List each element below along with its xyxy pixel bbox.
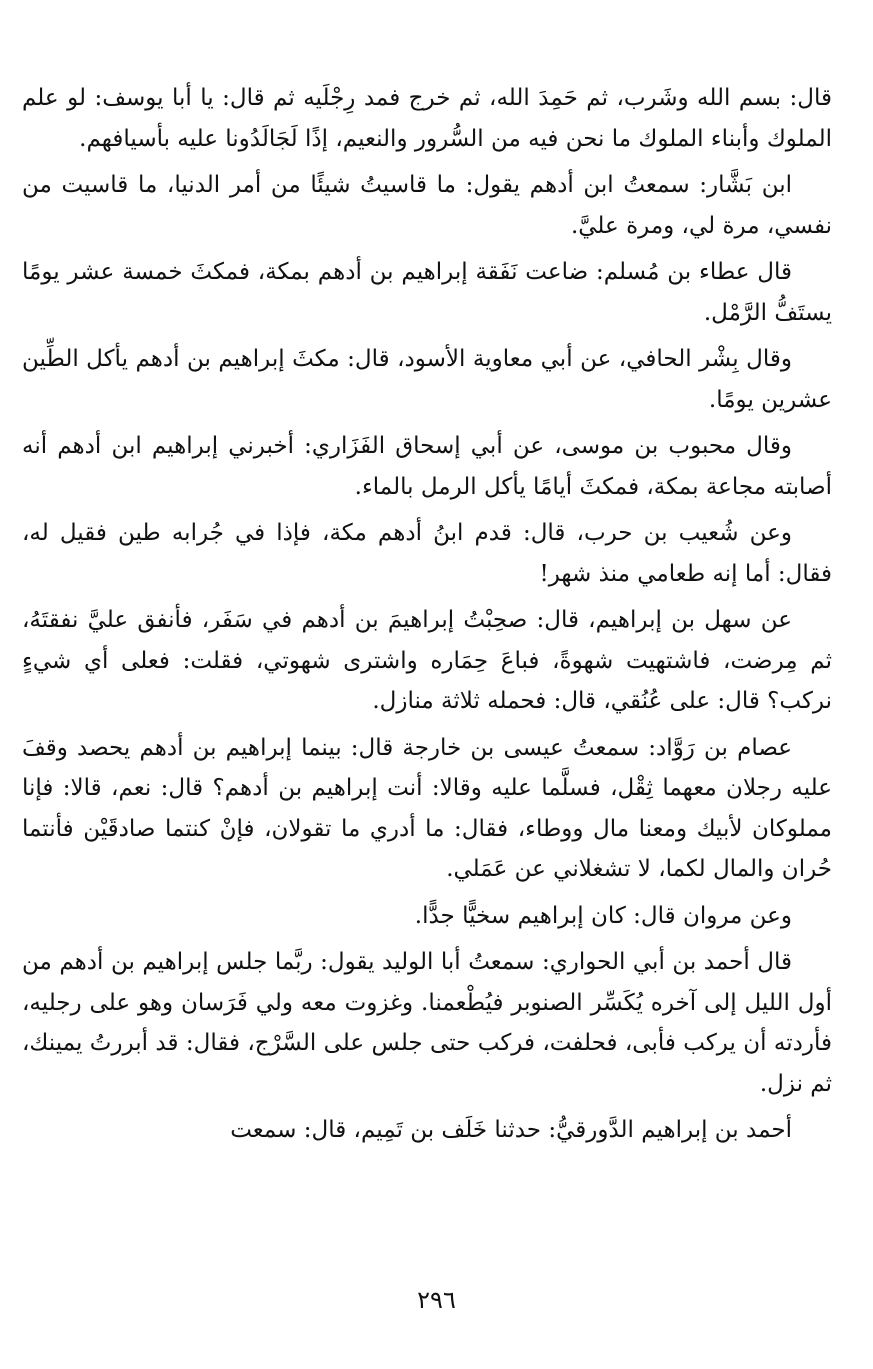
page-body bbox=[22, 78, 832, 1157]
paragraph-7: عن سهل بن إبراهيم، قال: صحِبْتُ إبراهيمَ بن أدهم في سَفَر، فأنفق عليَّ نفقتَهُ، ثم مِرضت، فاشتهيت شهوةً، فباعَ حِمَاره واشترى شهوتي، فقلت: فعلى أي شيءٍ نركب؟ قال: على عُنُقي، قال: فحمله ثلاثة منازل. bbox=[22, 607, 832, 714]
paragraph-8: عصام بن رَوَّاد: سمعتُ عيسى بن خارجة قال: بينما إبراهيم بن أدهم يحصد وقفَ عليه رجلان معهما ثِقْل، فسلَّما عليه وقالا: أنت إبراهيم بن أدهم؟ قال: نعم، قالا: فإنا مملوكان لأبيك ومعنا مال ووطاء، فقال: ما أدري ما تقولان، فإنْ كنتما صادقَيْن فأنتما حُران والمال لكما، لا تشغلاني عن عَمَلي. bbox=[22, 734, 832, 882]
paragraph-5: وقال محبوب بن موسى، عن أبي إسحاق الفَزَاري: أخبرني إبراهيم ابن أدهم أنه أصابته مجاعة بمكة، فمكثَ أيامًا يأكل الرمل بالماء. bbox=[22, 433, 832, 500]
paragraph-9: وعن مروان قال: كان إبراهيم سخيًّا جدًّا. bbox=[414, 902, 792, 929]
paragraph-3: قال عطاء بن مُسلم: ضاعت نَفَقة إبراهيم بن أدهم بمكة، فمكثَ خمسة عشر يومًا يستَفُّ الرَّمْل. bbox=[22, 259, 832, 326]
paragraph-10: قال أحمد بن أبي الحواري: سمعتُ أبا الوليد يقول: ربَّما جلس إبراهيم بن أدهم من أول الليل إلى آخره يُكَسِّر الصنوبر فيُطْعمنا. وغزوت معه ولي فَرَسان وهو على رجليه، فأردته أن يركب فأبى، فحلفت، فركب حتى جلس على السَّرْج، فقال: قد أبررتُ يمينك، ثم نزل. bbox=[22, 949, 832, 1097]
paragraph-11: أحمد بن إبراهيم الدَّورقيُّ: حدثنا خَلَف بن تَمِيم، قال: سمعت bbox=[230, 1117, 792, 1143]
paragraph-2: ابن بَشَّار: سمعتُ ابن أدهم يقول: ما قاسيتُ شيئًا من أمر الدنيا، ما قاسيت من نفسي، مرة لي، ومرة عليَّ. bbox=[22, 172, 832, 239]
page-number: ٢٩٦ bbox=[417, 1286, 456, 1314]
paragraph-6: وعن شُعيب بن حرب، قال: قدم ابنُ أدهم مكة، فإذا في جُرابه طين فقيل له، فقال: أما إنه طعامي منذ شهر! bbox=[22, 520, 832, 587]
paragraph-1: قال: بسم الله وشَرب، ثم حَمِدَ الله، ثم خرج فمد رِجْلَيه ثم قال: يا أبا يوسف: لو علم الملوك وأبناء الملوك ما نحن فيه من السُّرور والنعيم، إذًا لَجَالَدُونا عليه بأسيافهم. bbox=[22, 85, 832, 152]
paragraph-4: وقال بِشْر الحافي، عن أبي معاوية الأسود، قال: مكثَ إبراهيم بن أدهم يأكل الطِّين عشرين يومًا. bbox=[22, 346, 832, 413]
